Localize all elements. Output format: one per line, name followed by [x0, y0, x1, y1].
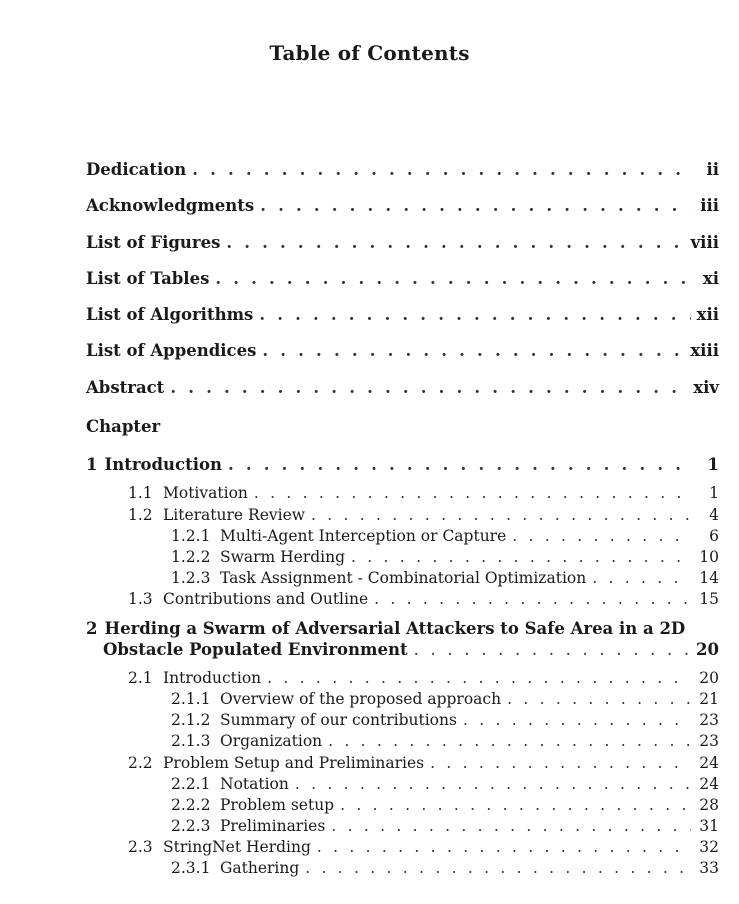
leader-dots	[317, 838, 691, 856]
toc-entry-list-of-figures[interactable]	[86, 233, 719, 252]
toc-label	[171, 548, 345, 566]
section-title: StringNet Herding	[163, 838, 311, 856]
toc-page-number: ii	[706, 160, 719, 179]
section-number: 2.2.1	[171, 775, 211, 793]
toc-entry-dedication[interactable]	[86, 160, 719, 179]
toc-page-number: 28	[699, 796, 719, 814]
section-title: Problem Setup and Preliminaries	[163, 754, 425, 772]
section-number: 2.1.1	[171, 690, 211, 708]
toc-page-number: 4	[709, 506, 719, 524]
leader-dots	[259, 305, 690, 324]
toc-label: Abstract	[86, 378, 165, 397]
leader-dots	[305, 859, 691, 877]
leader-dots	[192, 160, 691, 179]
toc-page-number: xiii	[690, 341, 719, 360]
leader-dots	[215, 269, 691, 288]
section-title: Summary of our contributions	[220, 711, 457, 729]
section-number: 1.2.2	[171, 548, 211, 566]
chapter-title-line-2	[103, 640, 719, 659]
toc-label	[171, 569, 586, 587]
section-title: Gathering	[220, 859, 300, 877]
section-number: 2.2.3	[171, 817, 211, 835]
toc-page-number: viii	[690, 233, 719, 252]
toc-page-number: xi	[702, 269, 719, 288]
section-title: Multi-Agent Interception or Capture	[220, 527, 507, 545]
chapter-title-continued: Obstacle Populated Environment	[103, 640, 408, 659]
toc-page-number: 23	[699, 732, 719, 750]
section-number: 1.2.1	[171, 527, 211, 545]
toc-page-number: 15	[699, 590, 719, 608]
toc-entry-subsection[interactable]	[171, 548, 719, 566]
leader-dots	[260, 196, 691, 215]
leader-dots	[592, 569, 691, 587]
toc-label	[171, 711, 457, 729]
toc-label	[171, 527, 506, 545]
toc-entry-abstract[interactable]	[86, 378, 719, 397]
toc-page-number: 24	[699, 754, 719, 772]
leader-dots	[311, 506, 691, 524]
toc-entry-list-of-tables[interactable]	[86, 269, 719, 288]
toc-page-number: iii	[700, 196, 719, 215]
toc-label	[128, 484, 248, 502]
toc-label: List of Appendices	[86, 341, 257, 360]
section-number: 1.2	[128, 506, 153, 524]
toc-page-number: 10	[699, 548, 719, 566]
leader-dots	[430, 754, 691, 772]
section-number: 1.1	[128, 484, 153, 502]
section-title: Task Assignment - Combinatorial Optimization	[220, 569, 587, 587]
leader-dots	[414, 640, 690, 659]
section-title: Swarm Herding	[220, 548, 346, 566]
toc-page-number: 24	[699, 775, 719, 793]
leader-dots	[374, 590, 691, 608]
section-number: 2.2	[128, 754, 153, 772]
toc-entry-section[interactable]	[128, 838, 719, 856]
toc-entry-subsection[interactable]	[171, 796, 719, 814]
toc-entry-subsection[interactable]	[171, 775, 719, 793]
leader-dots	[267, 669, 691, 687]
chapter-title: Herding a Swarm of Adversarial Attackers to Safe Area in a 2D	[104, 619, 686, 638]
toc-entry-section[interactable]	[128, 484, 719, 502]
leader-dots	[295, 775, 691, 793]
toc-page-number: 32	[699, 838, 719, 856]
toc-entry-subsection[interactable]	[171, 711, 719, 729]
page-title: Table of Contents	[269, 41, 470, 65]
toc-entry-section[interactable]	[128, 754, 719, 772]
toc-entry-section[interactable]	[128, 506, 719, 524]
chapter-number: 2	[86, 619, 98, 638]
toc-entry-chapter-1[interactable]	[86, 455, 719, 474]
toc-entry-list-of-appendices[interactable]	[86, 341, 719, 360]
toc-label	[171, 817, 325, 835]
toc-label: List of Figures	[86, 233, 221, 252]
chapter-heading: Chapter	[86, 417, 161, 436]
toc-label: List of Tables	[86, 269, 210, 288]
chapter-title-line-1	[86, 619, 685, 638]
section-number: 1.3	[128, 590, 153, 608]
leader-dots	[254, 484, 691, 502]
section-number: 2.1.2	[171, 711, 211, 729]
toc-label	[171, 775, 289, 793]
chapter-title: Introduction	[104, 455, 222, 474]
toc-page-number: xii	[696, 305, 719, 324]
section-title: Organization	[220, 732, 323, 750]
toc-label: List of Algorithms	[86, 305, 254, 324]
leader-dots	[328, 732, 691, 750]
leader-dots	[463, 711, 691, 729]
toc-entry-acknowledgments[interactable]	[86, 196, 719, 215]
toc-page-number: xiv	[693, 378, 719, 397]
toc-page-number: 23	[699, 711, 719, 729]
leader-dots	[226, 233, 684, 252]
toc-label	[128, 669, 261, 687]
toc-label	[171, 859, 299, 877]
section-title: Contributions and Outline	[163, 590, 369, 608]
toc-page-number: 20	[696, 640, 719, 659]
leader-dots	[340, 796, 691, 814]
toc-page-number: 1	[707, 455, 719, 474]
toc-entry-subsection[interactable]	[171, 859, 719, 877]
toc-entry-section[interactable]	[128, 590, 719, 608]
leader-dots	[351, 548, 691, 566]
toc-entry-list-of-algorithms[interactable]	[86, 305, 719, 324]
toc-label	[128, 590, 368, 608]
toc-label	[171, 690, 501, 708]
section-number: 2.2.2	[171, 796, 211, 814]
section-title: Problem setup	[220, 796, 335, 814]
leader-dots	[228, 455, 691, 474]
toc-entry-subsection[interactable]	[171, 817, 719, 835]
toc-entry-subsection[interactable]	[171, 732, 719, 750]
section-number: 2.3.1	[171, 859, 211, 877]
toc-page-number: 20	[699, 669, 719, 687]
section-title: Notation	[220, 775, 289, 793]
toc-entry-subsection[interactable]	[171, 690, 719, 708]
toc-entry-subsection[interactable]	[171, 527, 719, 545]
leader-dots	[262, 341, 684, 360]
toc-entry-section[interactable]	[128, 669, 719, 687]
toc-label	[128, 838, 311, 856]
section-number: 2.1	[128, 669, 153, 687]
toc-label	[171, 796, 334, 814]
toc-label: Dedication	[86, 160, 187, 179]
section-number: 2.3	[128, 838, 153, 856]
toc-label: Acknowledgments	[86, 196, 255, 215]
section-title: Motivation	[163, 484, 248, 502]
toc-entry-subsection[interactable]	[171, 569, 719, 587]
leader-dots	[170, 378, 687, 397]
toc-page-number: 6	[709, 527, 719, 545]
toc-label	[128, 506, 305, 524]
chapter-number: 1	[86, 455, 98, 474]
toc-page-number: 31	[699, 817, 719, 835]
toc-page-number: 14	[699, 569, 719, 587]
toc-page-number: 33	[699, 859, 719, 877]
leader-dots	[512, 527, 691, 545]
section-number: 1.2.3	[171, 569, 211, 587]
section-title: Literature Review	[163, 506, 306, 524]
section-number: 2.1.3	[171, 732, 211, 750]
toc-page-number: 21	[699, 690, 719, 708]
section-title: Preliminaries	[220, 817, 326, 835]
section-title: Introduction	[163, 669, 262, 687]
leader-dots	[507, 690, 691, 708]
section-title: Overview of the proposed approach	[220, 690, 502, 708]
toc-page-number: 1	[709, 484, 719, 502]
toc-label	[171, 732, 322, 750]
toc-label	[128, 754, 424, 772]
leader-dots	[331, 817, 691, 835]
toc-label	[86, 455, 222, 474]
